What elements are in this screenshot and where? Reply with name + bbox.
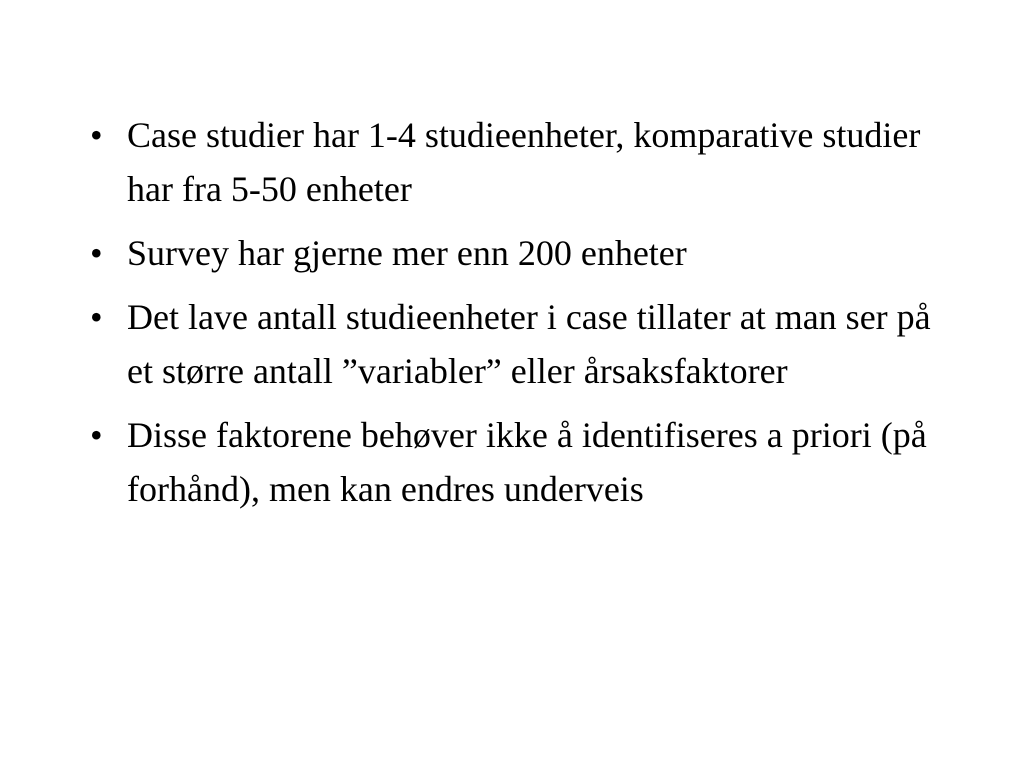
bullet-icon: • bbox=[90, 233, 103, 273]
bullet-item bbox=[90, 108, 960, 216]
bullet-item bbox=[90, 226, 960, 280]
bullet-text: Case studier har 1-4 studieenheter, komparative studier har fra 5-50 enheter bbox=[127, 115, 921, 209]
bullet-icon: • bbox=[90, 415, 103, 455]
bullet-icon: • bbox=[90, 297, 103, 337]
bullet-text: Survey har gjerne mer enn 200 enheter bbox=[127, 233, 687, 273]
bullet-item bbox=[90, 408, 960, 516]
bullet-icon: • bbox=[90, 115, 103, 155]
bullet-text: Det lave antall studieenheter i case tillater at man ser på et større antall ”variabler” eller årsaksfaktorer bbox=[127, 297, 931, 391]
bullet-list bbox=[90, 108, 960, 526]
bullet-text: Disse faktorene behøver ikke å identifiseres a priori (på forhånd), men kan endres underveis bbox=[127, 415, 927, 509]
bullet-item bbox=[90, 290, 960, 398]
